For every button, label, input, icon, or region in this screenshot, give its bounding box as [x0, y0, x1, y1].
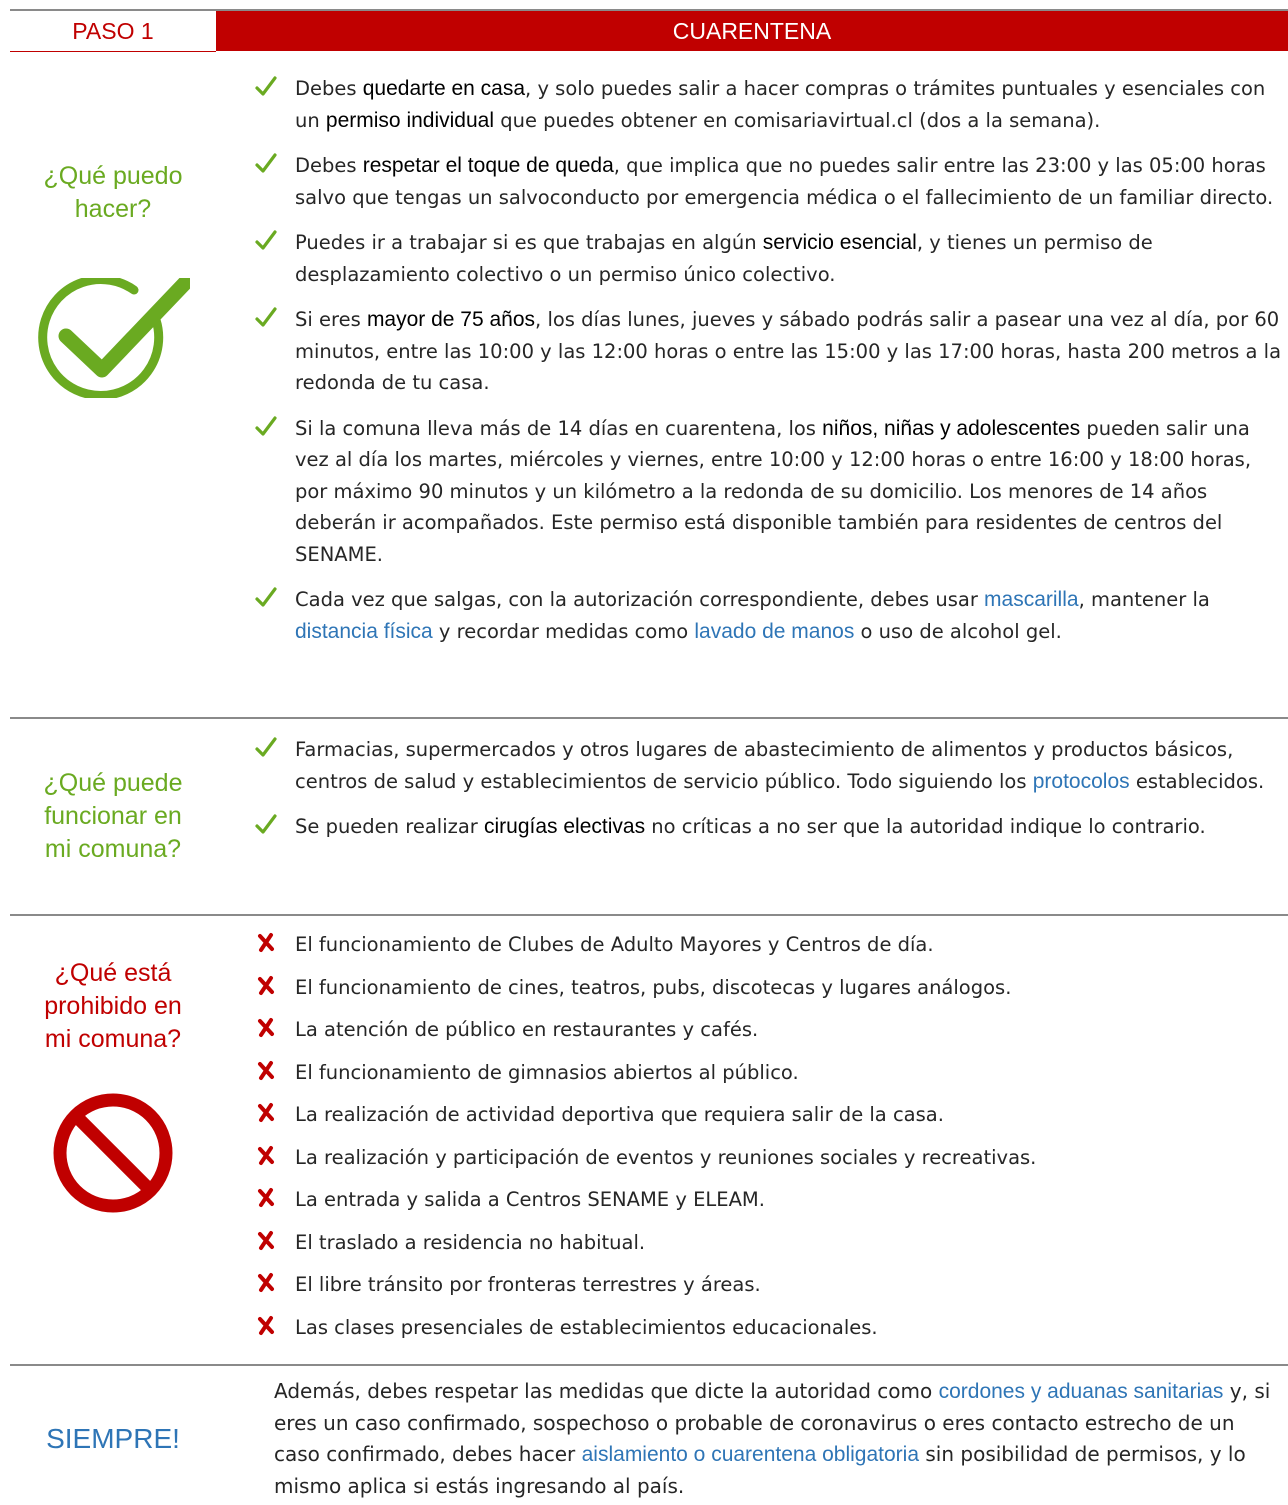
- x-mark-icon: [254, 1271, 278, 1295]
- section-divider: [10, 914, 1288, 916]
- check-icon: [254, 229, 278, 253]
- list-item: Debes respetar el toque de queda, que implica que no puedes salir entre las 23:00 y las 05:00 horas salvo que tengas un salvoconducto por emergencia médica o el fallecimiento de un familiar directo.: [254, 150, 1284, 213]
- x-mark-icon: [254, 1144, 278, 1168]
- check-icon: [254, 736, 278, 760]
- x-mark-icon: [254, 1314, 278, 1338]
- link-distancia-fisica[interactable]: distancia física: [295, 619, 433, 643]
- link-mascarilla[interactable]: mascarilla: [984, 588, 1079, 611]
- list-item: La realización de actividad deportiva que requiera salir de la casa.: [254, 1099, 1284, 1131]
- list-item: Si eres mayor de 75 años, los días lunes, jueves y sábado podrás salir a pasear una vez al día, por 60 minutos, entre las 10:00 y las 12:00 horas o entre las 15:00 y las 17:00 horas, hasta 200 metros a la redonda de tu casa.: [254, 304, 1284, 399]
- step-header: [10, 9, 1288, 53]
- check-icon: [254, 306, 278, 330]
- list-item: El funcionamiento de cines, teatros, pubs, discotecas y lugares análogos.: [254, 972, 1284, 1004]
- prohibited-list: [254, 929, 1284, 1354]
- section-divider: [10, 1364, 1288, 1366]
- x-mark-icon: [254, 1186, 278, 1210]
- check-icon: [254, 586, 278, 610]
- list-item: La realización y participación de eventos y reuniones sociales y recreativas.: [254, 1142, 1284, 1174]
- can-do-label-line1: ¿Qué puedo: [43, 162, 183, 190]
- prohibited-label: ¿Qué está prohibido en mi comuna?: [44, 959, 182, 1053]
- check-icon: [254, 152, 278, 176]
- list-item: Se pueden realizar cirugías electivas no críticas a no ser que la autoridad indique lo contrario.: [254, 811, 1284, 843]
- list-item: El funcionamiento de gimnasios abiertos al público.: [254, 1057, 1284, 1089]
- list-item: El traslado a residencia no habitual.: [254, 1227, 1284, 1259]
- check-circle-icon: [38, 278, 190, 398]
- list-item: La entrada y salida a Centros SENAME y ELEAM.: [254, 1184, 1284, 1216]
- list-item: Debes quedarte en casa, y solo puedes salir a hacer compras o trámites puntuales y esenciales con un permiso individual que puedes obtener en comisariavirtual.cl (dos a la semana).: [254, 73, 1284, 136]
- always-label: SIEMPRE!: [46, 1423, 180, 1454]
- prohibited-icon: [52, 1092, 174, 1214]
- can-do-list: [254, 73, 1284, 661]
- list-item: Puedes ir a trabajar si es que trabajas en algún servicio esencial, y tienes un permiso de desplazamiento colectivo o un permiso único colectivo.: [254, 227, 1284, 290]
- list-item: La atención de público en restaurantes y cafés.: [254, 1014, 1284, 1046]
- list-item: Si la comuna lleva más de 14 días en cuarentena, los niños, niñas y adolescentes pueden salir una vez al día los martes, miércoles y viernes, entre 10:00 y 12:00 horas o entre 16:00 y 18:00 horas, por máximo 90 minutos y un kilómetro a la redonda de su domicilio. Los menores de 14 años deberán ir acompañados. Este permiso está disponible también para residentes de centros del SENAME.: [254, 413, 1284, 571]
- x-mark-icon: [254, 1229, 278, 1253]
- link-lavado-de-manos[interactable]: lavado de manos: [694, 619, 855, 643]
- list-item: Cada vez que salgas, con la autorización correspondiente, debes usar mascarilla, mantener la distancia física y recordar medidas como lavado de manos o uso de alcohol gel.: [254, 584, 1284, 647]
- x-mark-icon: [254, 1016, 278, 1040]
- check-icon: [254, 813, 278, 837]
- list-item: Las clases presenciales de establecimientos educacionales.: [254, 1312, 1284, 1344]
- list-item: El funcionamiento de Clubes de Adulto Mayores y Centros de día.: [254, 929, 1284, 961]
- list-item: El libre tránsito por fronteras terrestres y áreas.: [254, 1269, 1284, 1301]
- link-protocolos[interactable]: protocolos: [1032, 769, 1130, 793]
- step-label: PASO 1: [10, 11, 216, 52]
- can-operate-label: ¿Qué puede funcionar en mi comuna?: [43, 769, 183, 863]
- phase-title: CUARENTENA: [216, 11, 1288, 51]
- list-item: Farmacias, supermercados y otros lugares de abastecimiento de alimentos y productos básicos, centros de salud y establecimientos de servicio público. Todo siguiendo los protocolos establecidos.: [254, 734, 1284, 797]
- always-paragraph: Además, debes respetar las medidas que dicte la autoridad como cordones y aduanas sanitarias y, si eres un caso confirmado, sospechoso o probable de coronavirus o eres contacto estrecho de un caso confirmado, debes hacer aislamiento o cuarentena obligatoria sin posibilidad de permisos, y lo mismo aplica si estás ingresando al país.: [274, 1379, 1271, 1498]
- check-icon: [254, 415, 278, 439]
- x-mark-icon: [254, 1059, 278, 1083]
- x-mark-icon: [254, 974, 278, 998]
- check-icon: [254, 75, 278, 99]
- x-mark-icon: [254, 1101, 278, 1125]
- link-aislamiento-cuarentena[interactable]: aislamiento o cuarentena obligatoria: [581, 1443, 920, 1466]
- x-mark-icon: [254, 931, 278, 955]
- can-operate-list: [254, 734, 1284, 857]
- can-do-label: [10, 160, 216, 226]
- section-divider: [10, 717, 1288, 719]
- link-cordones-aduanas[interactable]: cordones y aduanas sanitarias: [938, 1380, 1224, 1403]
- can-do-label-line2: hacer?: [74, 195, 152, 223]
